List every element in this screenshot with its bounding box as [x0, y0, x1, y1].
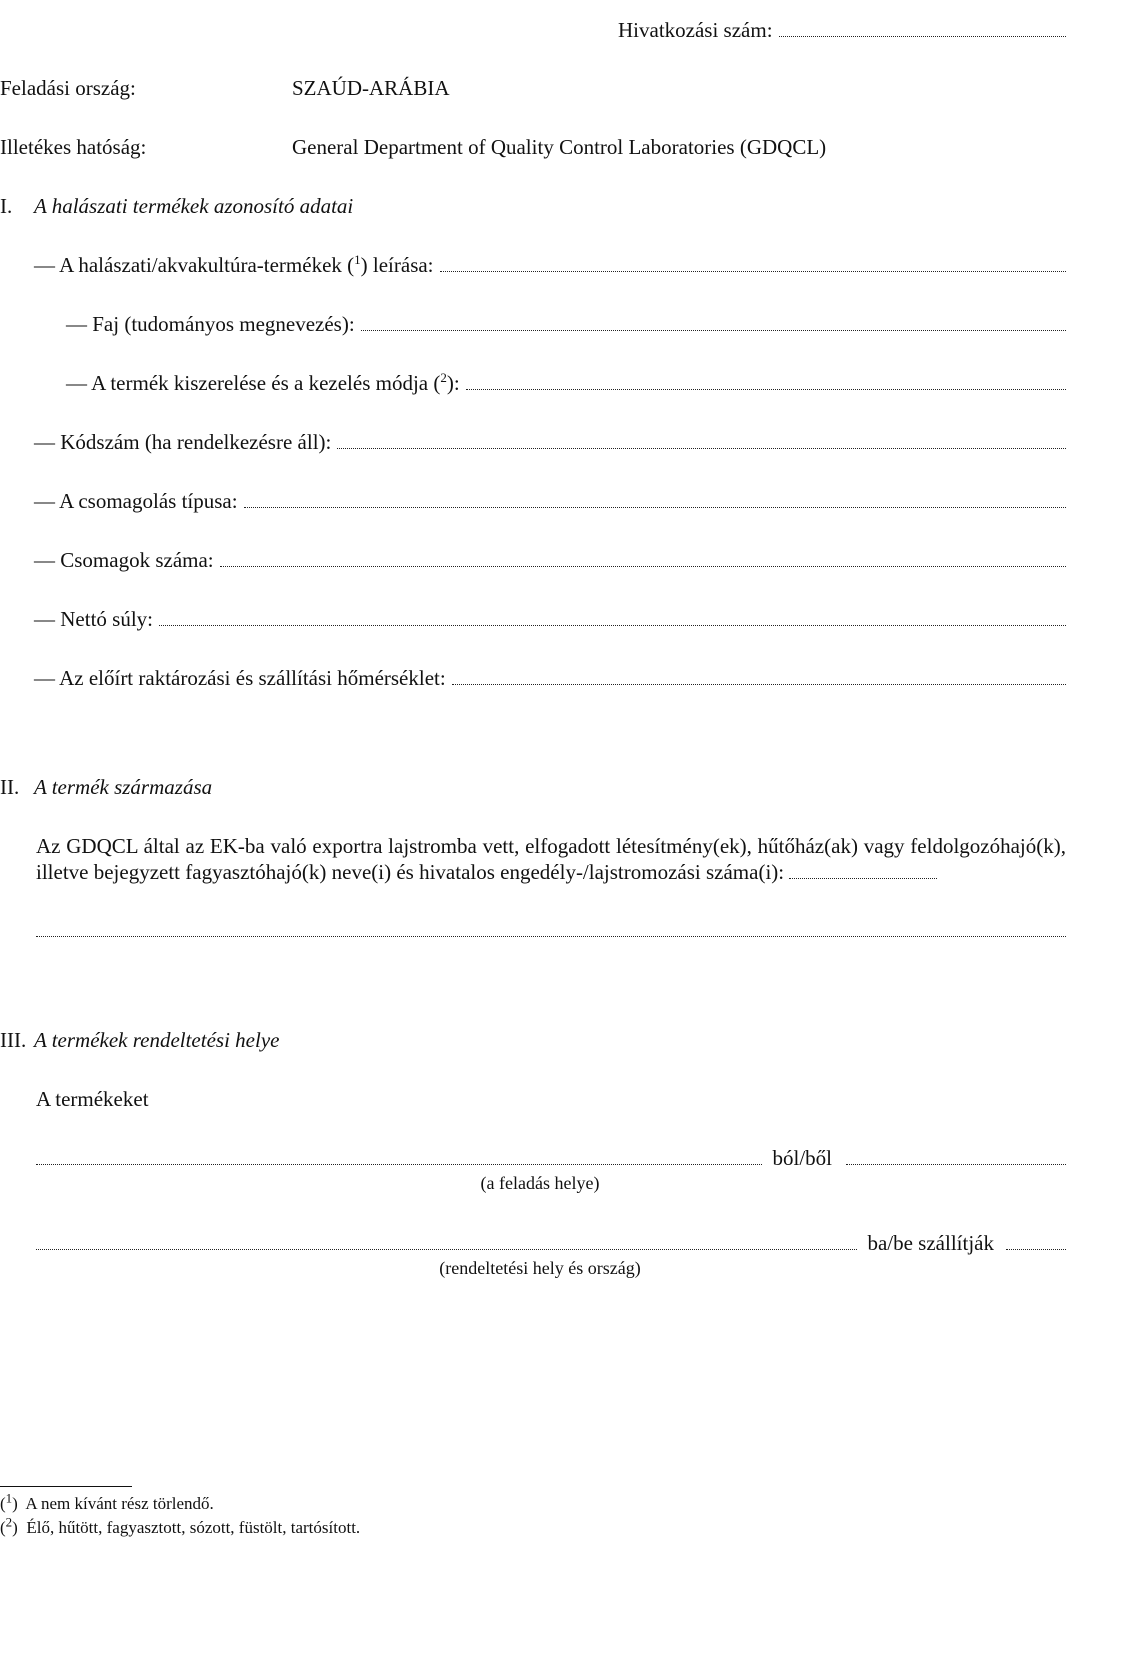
- section-title: A termék származása: [34, 775, 213, 799]
- destination-intro: [36, 1085, 149, 1113]
- meta-label: Illetékes hatóság:: [0, 135, 147, 159]
- product-field-row: [34, 546, 1066, 574]
- footnote-text: A nem kívánt rész törlendő.: [25, 1494, 214, 1513]
- footnote-mark: 1: [5, 1490, 13, 1506]
- dispatch-country-row: [0, 74, 450, 102]
- field-label: — Csomagok száma:: [34, 548, 214, 572]
- footnote-divider: [0, 1486, 132, 1487]
- dispatch-place-row: [36, 1144, 1066, 1172]
- section-title: A halászati termékek azonosító adatai: [34, 194, 354, 218]
- fill-line: [1006, 1231, 1066, 1250]
- competent-authority-row: [0, 133, 826, 161]
- fill-line: [244, 489, 1066, 508]
- section-number: II.: [0, 775, 20, 799]
- fill-line: [361, 312, 1066, 331]
- footnote-2: ($^2$) Élő, hűtött, fagyasztott, sózott, füstölt, tartósított.: [0, 1514, 361, 1537]
- origin-fill-line: [36, 918, 1066, 946]
- reference-number-label: Hivatkozási szám:: [618, 18, 773, 42]
- fill-line: [36, 918, 1066, 937]
- field-label: — A halászati/akvakultúra-termékek ($^1$) leírása:: [34, 252, 434, 277]
- section-number: III.: [0, 1028, 27, 1052]
- destination-place-caption: (rendeltetési hely és ország): [439, 1258, 641, 1278]
- section-heading-1: [0, 192, 353, 220]
- product-field-row: [34, 251, 1066, 279]
- to-label: ba/be szállítják: [867, 1231, 994, 1255]
- footnote-text: Élő, hűtött, fagyasztott, sózott, füstölt, tartósított.: [26, 1518, 361, 1537]
- fill-line: [452, 666, 1066, 685]
- from-label: ból/ből: [772, 1146, 832, 1170]
- origin-text: Az GDQCL által az EK-ba való exportra lajstromba vett, elfogadott létesítmény(ek), hűtőház(ak) vagy feldolgozóhajó(k), illetve bejegyzett fagyasztóhajó(k) neve(i) és hivatalos engedély-/lajstromozási száma(i):: [36, 834, 1066, 884]
- fill-line: [846, 1146, 1066, 1165]
- fill-line: [466, 371, 1066, 390]
- field-label: — Az előírt raktározási és szállítási hőmérséklet:: [34, 666, 446, 690]
- product-field-row: [34, 428, 1066, 456]
- field-label: — Nettó súly:: [34, 607, 153, 631]
- reference-number-field: [618, 16, 1066, 44]
- product-field-row: [66, 369, 1066, 397]
- fill-line: [159, 607, 1066, 626]
- section-heading-3: [0, 1026, 279, 1054]
- field-label: — A termék kiszerelése és a kezelés módja ($^2$):: [66, 370, 460, 395]
- product-field-row: [34, 487, 1066, 515]
- field-label: — Faj (tudományos megnevezés):: [66, 312, 355, 336]
- fill-line: [779, 18, 1066, 37]
- fill-line: [337, 430, 1066, 449]
- intro-text: A termékeket: [36, 1087, 149, 1111]
- meta-label: Feladási ország:: [0, 76, 136, 100]
- destination-place-row: [36, 1229, 1066, 1257]
- fill-line: [220, 548, 1066, 567]
- fill-line: [36, 1231, 857, 1250]
- dispatch-place-caption: (a feladás helye): [480, 1173, 600, 1193]
- field-label: — Kódszám (ha rendelkezésre áll):: [34, 430, 332, 454]
- section-heading-2: [0, 773, 212, 801]
- meta-value: General Department of Quality Control Laboratories (GDQCL): [292, 135, 827, 159]
- fill-line: [789, 878, 937, 879]
- fill-line: [36, 1146, 762, 1165]
- product-field-row: [66, 310, 1066, 338]
- product-field-row: [34, 664, 1066, 692]
- section-title: A termékek rendeltetési helye: [34, 1028, 280, 1052]
- origin-paragraph: [36, 833, 1066, 885]
- field-label: — A csomagolás típusa:: [34, 489, 238, 513]
- section-number: I.: [0, 194, 13, 218]
- fill-line: [440, 253, 1066, 272]
- footnote-mark: 2: [5, 1514, 13, 1530]
- product-field-row: [34, 605, 1066, 633]
- meta-value: SZAÚD-ARÁBIA: [292, 76, 450, 100]
- footnote-1: ($^1$) A nem kívánt rész törlendő.: [0, 1490, 214, 1513]
